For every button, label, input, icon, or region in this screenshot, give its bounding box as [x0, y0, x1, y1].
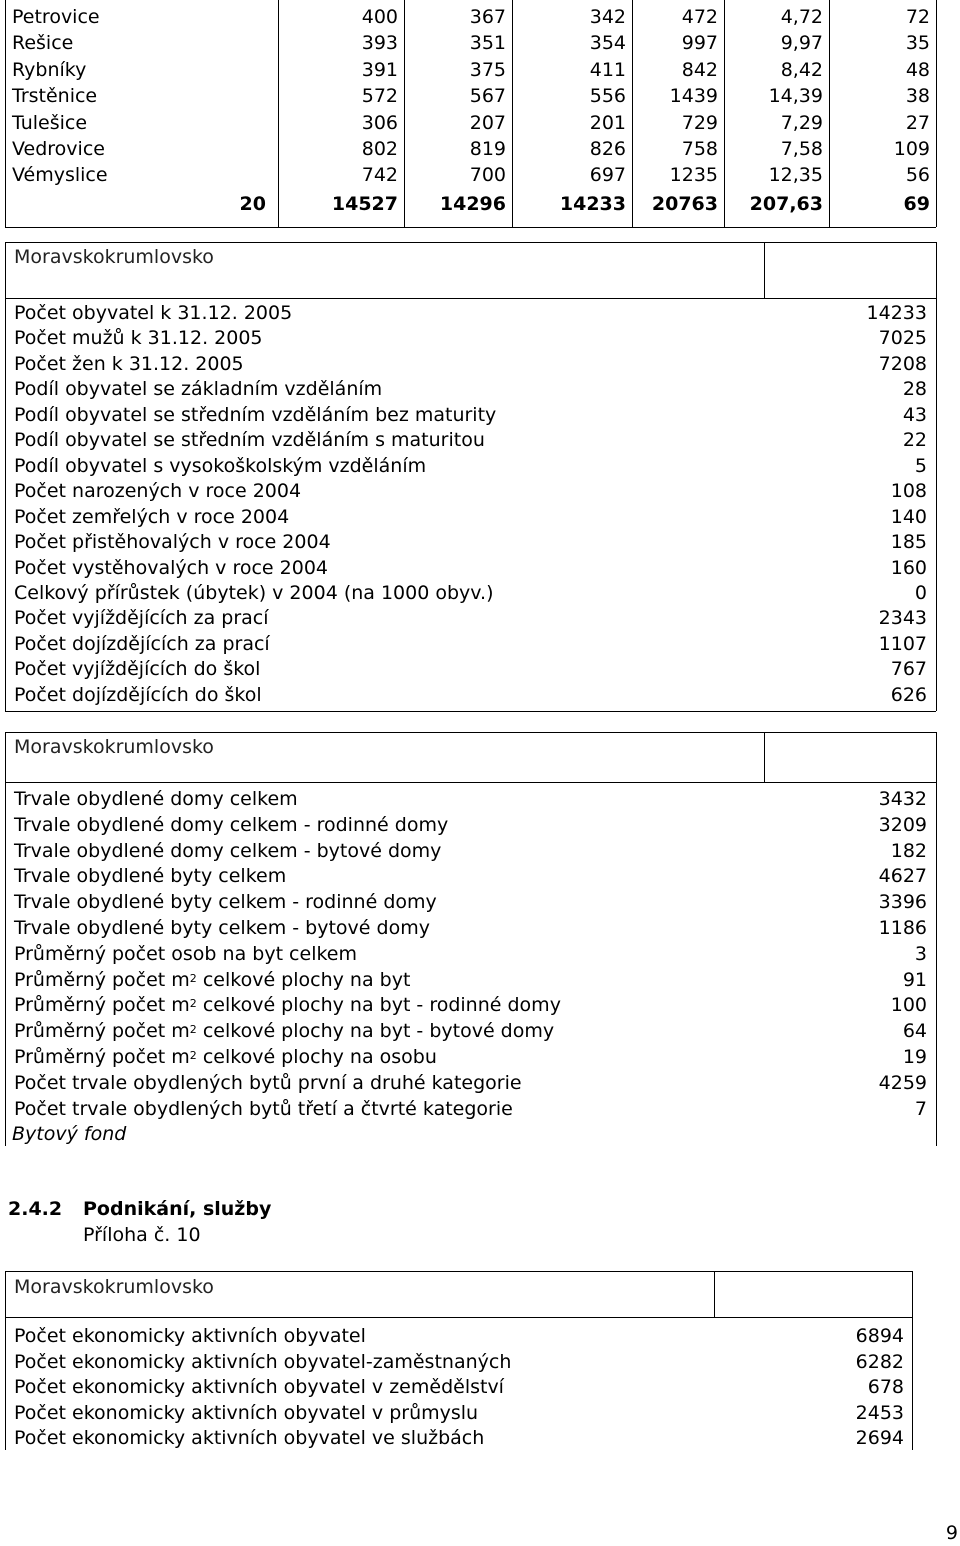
total-cell: 20763 [651, 192, 718, 215]
housing-row-label: Trvale obydlené domy celkem - bytové domy [14, 839, 442, 862]
housing-row-value: 64 [902, 1020, 927, 1043]
population-row-value: 0 [914, 581, 927, 604]
label-part: celkové plochy na byt [196, 968, 411, 991]
table-border [5, 1271, 6, 1450]
table-border [5, 242, 6, 711]
housing-row-label: Trvale obydlené domy celkem - rodinné domy [14, 813, 449, 836]
population-row-label: Podíl obyvatel se středním vzděláním bez maturity [14, 403, 497, 426]
village-cell: 391 [361, 58, 398, 81]
population-row-label: Počet dojízdějících do škol [14, 683, 262, 706]
table-border [278, 0, 279, 227]
table-border [5, 227, 936, 228]
housing-caption: Bytový fond [12, 1123, 127, 1145]
population-row-label: Počet přistěhovalých v roce 2004 [14, 531, 331, 554]
housing-row-value: 91 [902, 968, 927, 991]
label-part: Průměrný počet m [14, 1020, 190, 1043]
population-row-value: 2343 [878, 607, 927, 630]
table-border [5, 1317, 912, 1318]
village-cell: 8,42 [780, 58, 823, 81]
population-row-label: Počet zemřelých v roce 2004 [14, 505, 290, 528]
village-cell: 826 [589, 138, 626, 160]
village-name: Rešice [12, 32, 74, 55]
population-row-value: 7025 [878, 327, 927, 350]
population-row-value: 22 [902, 429, 927, 452]
housing-row-value: 100 [890, 994, 927, 1017]
village-cell: 207 [469, 111, 506, 134]
economy-row-label: Počet ekonomicky aktivních obyvatel v zemědělství [14, 1376, 504, 1399]
housing-row-value: 182 [890, 839, 927, 862]
economy-row-label: Počet ekonomicky aktivních obyvatel v průmyslu [14, 1401, 479, 1424]
village-cell: 7,29 [780, 111, 823, 134]
label-part: celkové plochy na byt - bytové domy [196, 1020, 555, 1043]
village-cell: 758 [681, 138, 718, 160]
village-cell: 38 [905, 85, 930, 108]
village-cell: 9,97 [780, 32, 823, 55]
village-cell: 1235 [669, 164, 718, 187]
population-row-label: Počet vystěhovalých v roce 2004 [14, 556, 328, 579]
table-border [5, 711, 936, 712]
total-cell: 69 [903, 192, 930, 215]
table-border [5, 1271, 912, 1272]
economy-title: Moravskokrumlovsko [14, 1276, 214, 1298]
village-cell: 472 [681, 6, 718, 28]
village-cell: 56 [905, 164, 930, 187]
population-row-value: 28 [902, 378, 927, 401]
population-row-label: Počet vyjíždějících do škol [14, 658, 261, 681]
economy-row-value: 2694 [855, 1427, 904, 1450]
village-cell: 35 [905, 32, 930, 55]
table-border [936, 732, 937, 1146]
village-cell: 997 [681, 32, 718, 55]
population-row-value: 160 [890, 556, 927, 579]
table-border [5, 732, 6, 1146]
village-cell: 742 [361, 164, 398, 187]
population-row-value: 767 [890, 658, 927, 681]
housing-row-value: 1186 [878, 917, 927, 939]
economy-row-value: 6894 [855, 1325, 904, 1347]
label-part: Průměrný počet m [14, 994, 190, 1017]
label-part: celkové plochy na osobu [196, 1046, 437, 1068]
village-cell: 411 [589, 58, 626, 81]
label-part: Průměrný počet m [14, 1046, 190, 1068]
table-border [936, 242, 937, 711]
population-row-value: 7208 [878, 352, 927, 375]
section-title: Podnikání, služby [83, 1198, 272, 1220]
housing-row-label: Trvale obydlené domy celkem [14, 788, 298, 810]
village-cell: 4,72 [780, 6, 823, 28]
housing-row-value: 3432 [878, 788, 927, 810]
village-name: Vedrovice [12, 138, 105, 160]
economy-row-value: 2453 [855, 1401, 904, 1424]
population-row-value: 140 [890, 505, 927, 528]
population-row-value: 108 [890, 480, 927, 503]
housing-row-value: 3 [914, 942, 927, 965]
village-cell: 375 [469, 58, 506, 81]
village-cell: 393 [361, 32, 398, 55]
village-cell: 556 [589, 85, 626, 108]
population-row-label: Podíl obyvatel se středním vzděláním s maturitou [14, 429, 485, 452]
economy-row-value: 6282 [855, 1350, 904, 1373]
village-name: Vémyslice [12, 164, 108, 187]
village-cell: 7,58 [780, 138, 823, 160]
population-row-value: 185 [890, 531, 927, 554]
village-cell: 342 [589, 6, 626, 28]
population-row-label: Celkový přírůstek (úbytek) v 2004 (na 1000 obyv.) [14, 581, 494, 604]
economy-row-label: Počet ekonomicky aktivních obyvatel [14, 1325, 366, 1347]
village-cell: 48 [905, 58, 930, 81]
table-border [5, 0, 6, 227]
housing-row-label: Počet trvale obydlených bytů třetí a čtvrté kategorie [14, 1097, 513, 1120]
population-row-value: 43 [902, 403, 927, 426]
total-cell: 14296 [439, 192, 506, 215]
village-cell: 729 [681, 111, 718, 134]
village-cell: 400 [361, 6, 398, 28]
village-name: Rybníky [12, 58, 87, 81]
table-border [5, 298, 936, 299]
page-number: 9 [945, 1522, 958, 1544]
village-cell: 109 [893, 138, 930, 160]
housing-row-label [14, 1044, 437, 1070]
housing-row-label: Trvale obydlené byty celkem - rodinné domy [14, 891, 437, 914]
table-border [764, 732, 765, 782]
housing-row-value: 3209 [878, 813, 927, 836]
attachment-label: Příloha č. 10 [83, 1224, 201, 1246]
village-cell: 12,35 [768, 164, 823, 187]
village-cell: 306 [361, 111, 398, 134]
economy-row-label: Počet ekonomicky aktivních obyvatel ve službách [14, 1427, 485, 1450]
table-border [5, 242, 936, 243]
table-border [912, 1271, 913, 1450]
housing-row-label: Počet trvale obydlených bytů první a druhé kategorie [14, 1071, 522, 1094]
superscript: 2 [189, 971, 197, 985]
economy-row-value: 678 [867, 1376, 904, 1399]
housing-row-label [14, 1018, 554, 1044]
section-number: 2.4.2 [8, 1198, 63, 1220]
village-cell: 572 [361, 85, 398, 108]
housing-row-label: Průměrný počet osob na byt celkem [14, 942, 357, 965]
village-cell: 567 [469, 85, 506, 108]
table-border [764, 242, 765, 298]
total-cell: 14233 [559, 192, 626, 215]
housing-row-label: Trvale obydlené byty celkem [14, 865, 287, 888]
housing-row-label: Trvale obydlené byty celkem - bytové domy [14, 917, 430, 939]
village-cell: 14,39 [768, 85, 823, 108]
village-name: Tulešice [12, 111, 88, 134]
population-row-label: Počet obyvatel k 31.12. 2005 [14, 302, 293, 324]
village-cell: 842 [681, 58, 718, 81]
economy-row-label: Počet ekonomicky aktivních obyvatel-zaměstnaných [14, 1350, 512, 1373]
housing-title: Moravskokrumlovsko [14, 736, 214, 758]
population-row-value: 5 [914, 454, 927, 477]
village-cell: 367 [469, 6, 506, 28]
housing-row-value: 7 [914, 1097, 927, 1120]
population-row-label: Podíl obyvatel s vysokoškolským vzděláním [14, 454, 427, 477]
label-part: celkové plochy na byt - rodinné domy [196, 994, 561, 1017]
village-cell: 72 [905, 6, 930, 28]
village-name: Trstěnice [12, 85, 98, 108]
population-row-label: Počet žen k 31.12. 2005 [14, 352, 244, 375]
population-row-label: Podíl obyvatel se základním vzděláním [14, 378, 383, 401]
total-cell: 207,63 [749, 192, 823, 215]
housing-row-value: 4627 [878, 865, 927, 888]
total-count: 20 [239, 192, 266, 215]
village-cell: 1439 [669, 85, 718, 108]
table-border [404, 0, 405, 227]
housing-row-label [14, 967, 410, 993]
table-border [5, 732, 936, 733]
village-cell: 700 [469, 164, 506, 187]
housing-row-value: 3396 [878, 891, 927, 914]
village-cell: 819 [469, 138, 506, 160]
superscript: 2 [189, 1023, 197, 1037]
population-row-value: 1107 [878, 632, 927, 655]
village-cell: 27 [905, 111, 930, 134]
population-row-label: Počet dojízdějících za prací [14, 632, 270, 655]
village-cell: 802 [361, 138, 398, 160]
population-row-label: Počet narozených v roce 2004 [14, 480, 302, 503]
table-border [512, 0, 513, 227]
superscript: 2 [189, 1049, 197, 1062]
population-row-label: Počet vyjíždějících za prací [14, 607, 269, 630]
population-title: Moravskokrumlovsko [14, 246, 214, 268]
population-row-value: 626 [890, 683, 927, 706]
village-cell: 697 [589, 164, 626, 187]
village-cell: 351 [469, 32, 506, 55]
housing-row-value: 19 [902, 1046, 927, 1068]
village-name: Petrovice [12, 6, 100, 28]
population-row-value: 14233 [866, 302, 927, 324]
table-border [5, 782, 936, 783]
population-row-label: Počet mužů k 31.12. 2005 [14, 327, 263, 350]
superscript: 2 [189, 997, 197, 1011]
table-border [714, 1271, 715, 1317]
housing-row-value: 4259 [878, 1071, 927, 1094]
table-border [936, 0, 937, 227]
label-part: Průměrný počet m [14, 968, 190, 991]
village-cell: 354 [589, 32, 626, 55]
village-cell: 201 [589, 111, 626, 134]
housing-row-label [14, 992, 561, 1018]
total-cell: 14527 [331, 192, 398, 215]
